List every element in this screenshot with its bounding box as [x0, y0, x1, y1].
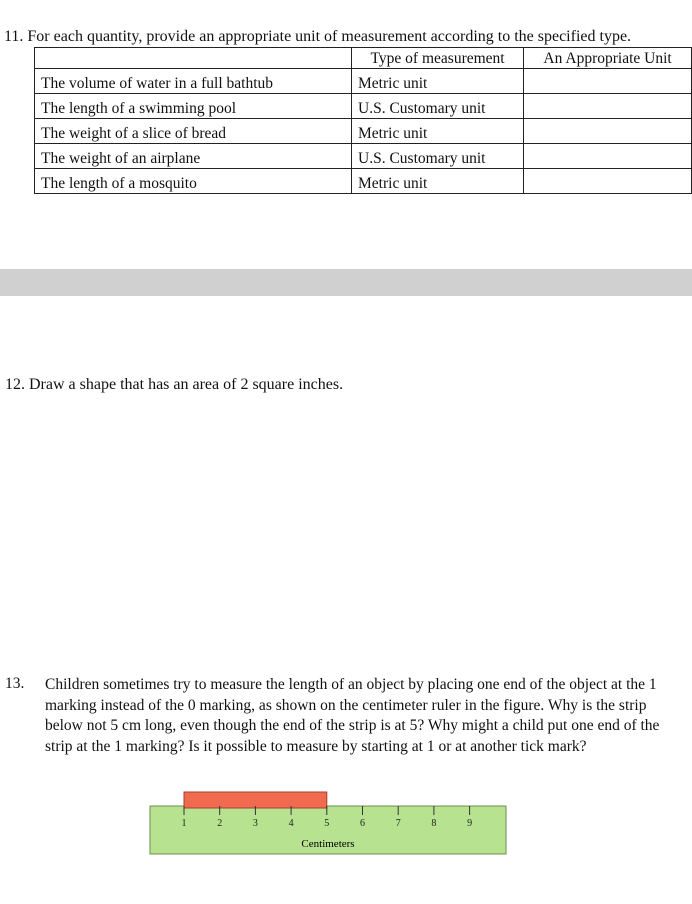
quantity-cell: The volume of water in a full bathtub [35, 69, 352, 94]
ruler-tick-label: 7 [395, 818, 401, 829]
centimeter-ruler-figure [148, 790, 510, 858]
measured-strip [184, 792, 327, 808]
measurement-table [34, 47, 692, 194]
unit-answer-cell[interactable] [524, 169, 692, 194]
ruler-tick-label: 9 [467, 818, 473, 829]
question-11-title: 11. For each quantity, provide an appropriate unit of measurement according to the specified type. [4, 28, 632, 45]
ruler-tick-label: 5 [324, 818, 330, 829]
question-13-number: 13. [5, 675, 25, 692]
table-row [35, 144, 692, 169]
type-cell: U.S. Customary unit [352, 94, 524, 119]
header-type: Type of measurement [352, 48, 524, 69]
header-unit: An Appropriate Unit [524, 48, 692, 69]
quantity-cell: The length of a mosquito [35, 169, 352, 194]
unit-answer-cell[interactable] [524, 119, 692, 144]
unit-answer-cell[interactable] [524, 69, 692, 94]
ruler-tick-label: 2 [217, 818, 223, 829]
ruler-tick-label: 1 [181, 818, 187, 829]
ruler-tick-label: 6 [360, 818, 365, 829]
quantity-cell: The weight of an airplane [35, 144, 352, 169]
unit-answer-cell[interactable] [524, 144, 692, 169]
table-row [35, 169, 692, 194]
ruler-tick-label: 8 [431, 818, 437, 829]
question-12: 12. Draw a shape that has an area of 2 square inches. [5, 376, 344, 393]
quantity-cell: The length of a swimming pool [35, 94, 352, 119]
table-row [35, 94, 692, 119]
ruler-tick-label: 3 [252, 818, 258, 829]
header-quantity [35, 48, 352, 69]
type-cell: Metric unit [352, 69, 524, 94]
ruler-tick-label: 4 [288, 818, 294, 829]
type-cell: Metric unit [352, 119, 524, 144]
question-13-text: Children sometimes try to measure the length of an object by placing one end of the object at the 1 marking instead of the 0 marking, as shown on the centimeter ruler in the figure. Why is the strip below not 5 cm long, even though the end of the strip is at 5? Why might a child put one end of the strip at the 1 marking? Is it possible to measure by starting at 1 or at another tick mark? [45, 676, 660, 755]
question-13 [5, 675, 665, 757]
unit-answer-cell[interactable] [524, 94, 692, 119]
type-cell: Metric unit [352, 169, 524, 194]
type-cell: U.S. Customary unit [352, 144, 524, 169]
table-row [35, 69, 692, 94]
table-row [35, 119, 692, 144]
section-divider [0, 269, 692, 296]
table-header-row [35, 48, 692, 69]
quantity-cell: The weight of a slice of bread [35, 119, 352, 144]
ruler-unit-label: Centimeters [301, 838, 355, 850]
